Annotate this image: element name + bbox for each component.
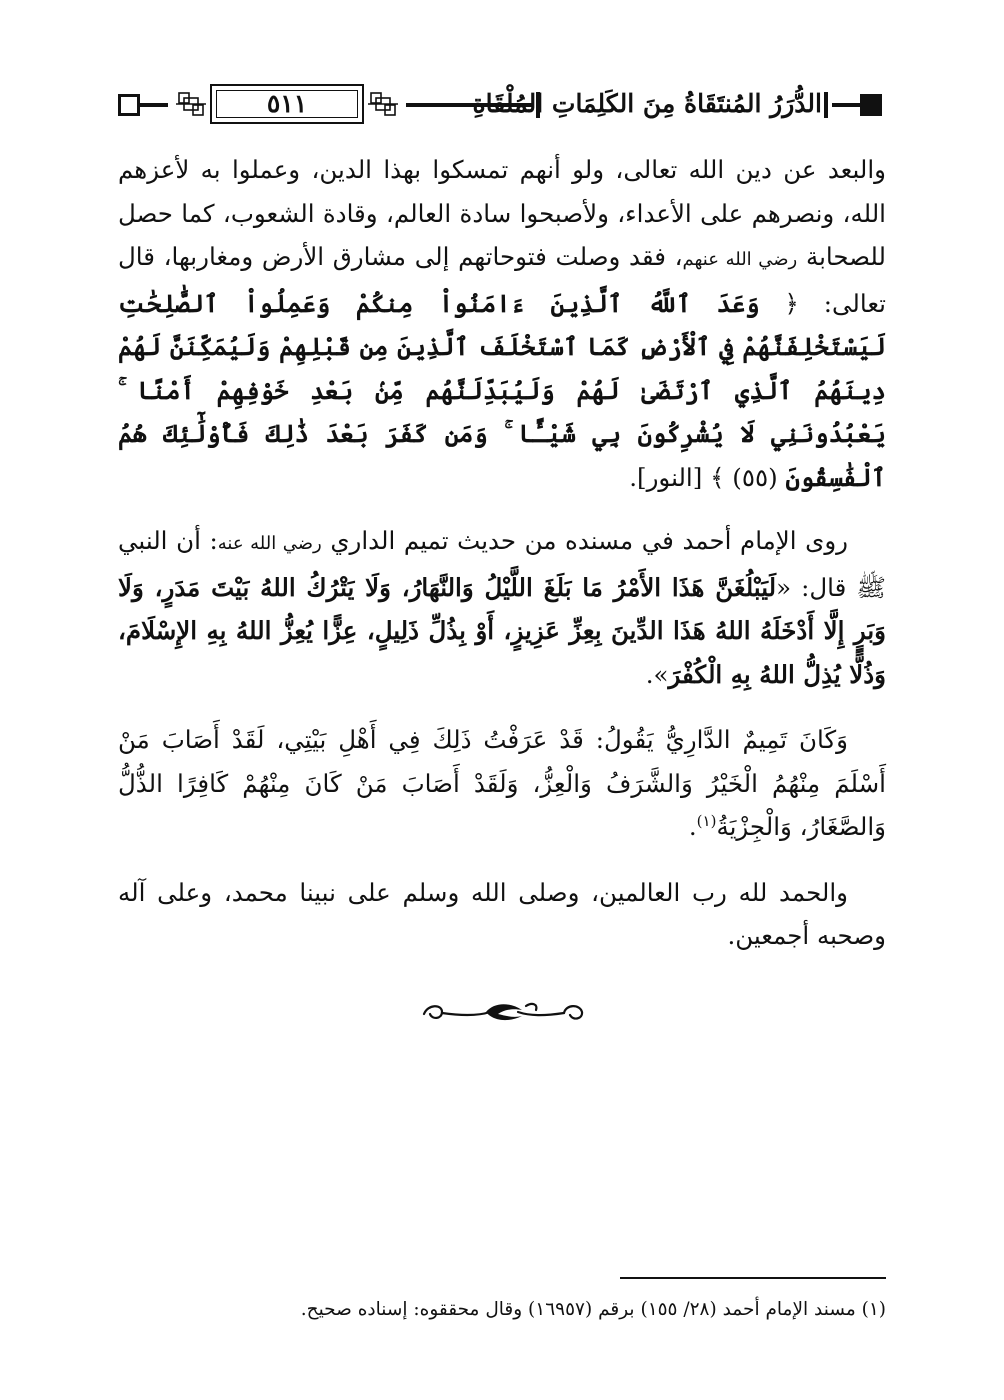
header-right-square-ornament xyxy=(860,94,882,116)
verse-number-marker: (٥٥) xyxy=(732,462,778,492)
paragraph-4 xyxy=(118,871,886,958)
hadith-open-quote: « xyxy=(776,572,792,602)
paragraph-text: وَكَانَ تَمِيمٌ الدَّارِيُّ يَقُولُ: قَدْ عَرَفْتُ ذَلِكَ فِي أَهْلِ بَيْتِي، لَقَدْ أَصَابَ مَنْ أَسْلَمَ مِنْهُمُ الْخَيْرُ وَالشَّرَفُ وَالْعِزُّ، وَلَقَدْ أَصَابَ مَنْ كَانَ مِنْهُمْ كَافِرًا الذُّلُّ وَالصَّغَارُ، وَالْجِزْيَةُ xyxy=(118,725,886,841)
page-body xyxy=(118,148,886,980)
footnote: (١) مسند الإمام أحمد (٢٨/ ١٥٥) برقم (١٦٩٥٧) وقال محققوه: إسناده صحيح. xyxy=(300,1299,886,1320)
quran-verse: وَعَدَ ٱللَّهُ ٱلَّذِينَ ءَامَنُواْ مِنكُمْ وَعَمِلُواْ ٱلصَّٰلِحَٰتِ لَيَسْتَخْلِفَنَّهُمْ فِي ٱلْأَرْضِ كَمَا ٱسْتَخْلَفَ ٱلَّذِينَ مِن قَبْلِهِمْ وَلَيُمَكِّنَنَّ لَهُمْ دِينَهُمُ ٱلَّذِي ٱرْتَضَىٰ لَهُمْ وَلَيُبَدِّلَنَّهُم مِّنۢ بَعْدِ خَوْفِهِمْ أَمْنًا ۚ يَعْبُدُونَنِي لَا يُشْرِكُونَ بِي شَيْـًٔا ۚ وَمَن كَفَرَ بَعْدَ ذَٰلِكَ فَأُوْلَٰٓئِكَ هُمُ ٱلْفَٰسِقُونَ xyxy=(118,288,886,492)
quran-close-bracket: ﴾ xyxy=(710,462,725,492)
sahaba-honorific: رضي الله عنهم xyxy=(682,249,798,270)
footnote-marker: (١) xyxy=(696,811,717,830)
paragraph-1 xyxy=(118,148,886,499)
verse-number: ٥٥ xyxy=(741,462,769,492)
header-rule xyxy=(140,103,168,107)
knot-ornament-icon xyxy=(176,90,206,118)
page-header xyxy=(112,82,888,126)
running-book-title: الدُّرَرُ المُنتَقَاةُ مِنَ الكَلِمَاتِ المُلْقَاةِ xyxy=(472,89,822,118)
page-number-cartouche xyxy=(176,84,398,126)
paragraph-3 xyxy=(118,718,886,849)
paragraph-text: : أن النبي xyxy=(118,526,218,555)
paragraph-end: . xyxy=(688,812,697,841)
paragraph-2 xyxy=(118,519,886,696)
tamim-honorific: رضي الله عنه xyxy=(217,533,322,554)
header-divider-bar xyxy=(824,92,828,118)
header-rule xyxy=(832,103,860,107)
knot-ornament-icon xyxy=(368,90,398,118)
header-left-square-ornament xyxy=(118,94,140,116)
paragraph-text: والحمد لله رب العالمين، وصلى الله وسلم على نبينا محمد، وعلى آله وصحبه أجمعين. xyxy=(118,877,886,950)
paragraph-text: قال: xyxy=(801,572,847,602)
footnote-separator xyxy=(620,1277,886,1279)
paragraph-text: والبعد عن دين الله تعالى، ولو أنهم تمسكوا بهذا الدين، وعملوا به لأعزهم الله، ونصرهم على الأعداء، ولأصبحوا سادة العالم، وقادة الشعوب، كما حصل للصحابة xyxy=(118,155,886,271)
paragraph-text: ، فقد وصلت فتوحاتهم إلى مشارق الأرض ومغاربها، قال تعالى: xyxy=(118,242,886,318)
page-number: ٥١١ xyxy=(266,89,308,118)
hadith-close-quote: ». xyxy=(645,659,669,689)
paragraph-text: روى الإمام أحمد في مسنده من حديث تميم الداري xyxy=(330,526,849,555)
quran-open-bracket: ﴿ xyxy=(784,288,799,318)
surah-reference: [النور]. xyxy=(629,462,703,492)
hadith-text: لَيَبْلُغَنَّ هَذَا الأَمْرُ مَا بَلَغَ اللَّيْلُ وَالنَّهَارُ، وَلَا يَتْرُكُ اللهُ بَيْتَ مَدَرٍ، وَلَا وَبَرٍ إِلَّا أَدْخَلَهُ اللهُ هَذَا الدِّينَ بِعِزِّ عَزِيزٍ، أَوْ بِذُلِّ ذَلِيلٍ، عِزًّا يُعِزُّ اللهُ بِهِ الإِسْلَامَ، وَذُلًّا يُذِلُّ اللهُ بِهِ الْكُفْرَ xyxy=(118,572,886,689)
prophet-honorific: ﷺ xyxy=(856,572,886,602)
closing-flourish-ornament-icon xyxy=(418,992,588,1032)
